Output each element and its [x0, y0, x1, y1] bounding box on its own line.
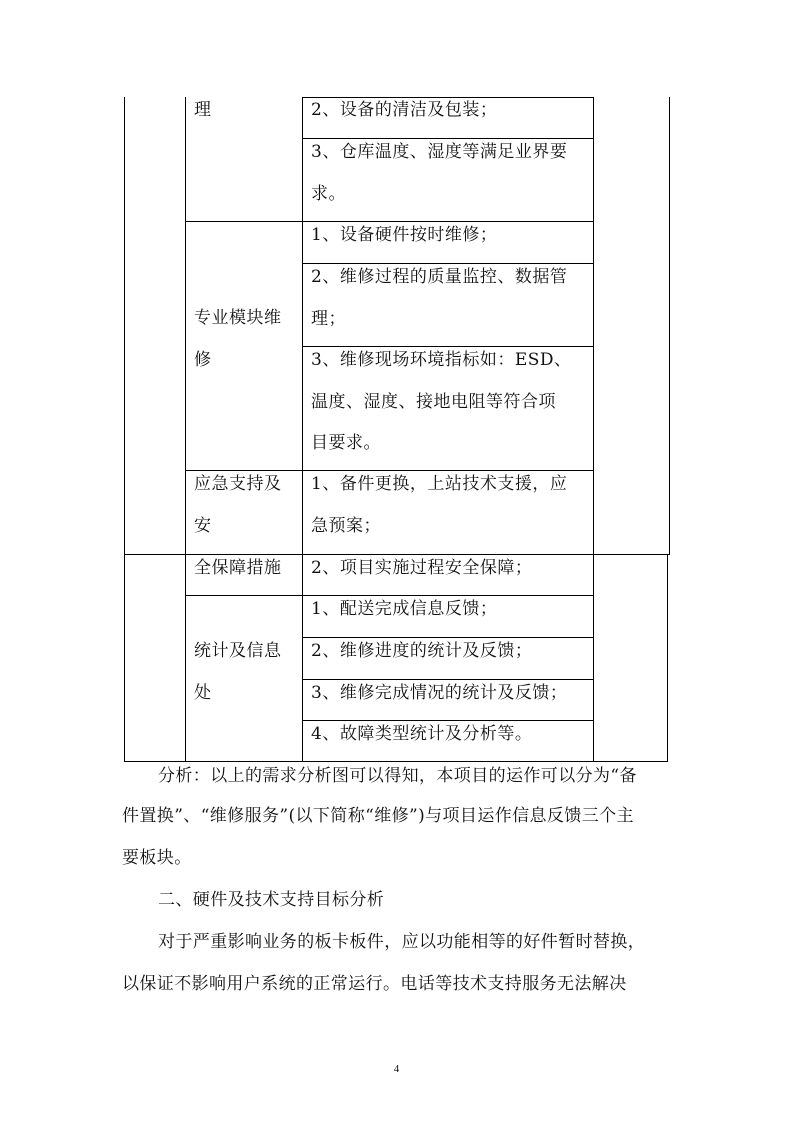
table-divider-right [593, 97, 594, 762]
table-item: 1、备件更换，上站技术支援，应 急预案； [311, 474, 568, 536]
table-border-right-lower [667, 555, 668, 762]
table-divider-items [302, 97, 303, 762]
table-border-left [124, 97, 125, 762]
table-category: 统计及信息 处 [194, 641, 282, 703]
table-item: 3、仓库温度、湿度等满足业界要 求。 [311, 142, 568, 204]
table-item: 2、设备的清洁及包装； [311, 100, 498, 120]
table-category: 理 [194, 100, 212, 120]
table-divider-category [185, 97, 186, 762]
table-item: 2、项目实施过程安全保障； [311, 558, 533, 578]
section-heading: 二、硬件及技术支持目标分析 [158, 890, 385, 910]
table-category: 全保障措施 [194, 558, 282, 578]
body-paragraph-line: 对于严重影响业务的板卡板件，应以功能相等的好件暂时替换， [158, 932, 646, 952]
table-item: 2、维修进度的统计及反馈； [311, 641, 533, 661]
analysis-paragraph-line: 件置换”、“维修服务”(以下简称“维修”)与项目运作信息反馈三个主 [122, 806, 634, 826]
table-border-right-upper [669, 97, 670, 555]
table-item: 3、维修完成情况的统计及反馈； [311, 683, 568, 703]
page-number: 4 [393, 1063, 400, 1075]
body-paragraph-line: 以保证不影响用户系统的正常运行。电话等技术支持服务无法解决 [122, 974, 627, 994]
analysis-paragraph-line: 分析：以上的需求分析图可以得知，本项目的运作可以分为“备 [158, 766, 637, 786]
table-category: 应急支持及 安 [194, 474, 282, 536]
table-rule [185, 595, 302, 596]
table-item: 3、维修现场环境指标如：ESD、 温度、湿度、接地电阻等符合项 目要求。 [311, 350, 572, 453]
table-category: 专业模块维 修 [194, 308, 282, 370]
table-item: 1、配送完成信息反馈； [311, 599, 498, 619]
table-item: 4、故障类型统计及分析等。 [311, 724, 533, 744]
analysis-paragraph-line: 要板块。 [122, 848, 192, 868]
table-item: 1、设备硬件按时维修； [311, 225, 498, 245]
table-item: 2、维修过程的质量监控、数据管 理； [311, 267, 568, 329]
